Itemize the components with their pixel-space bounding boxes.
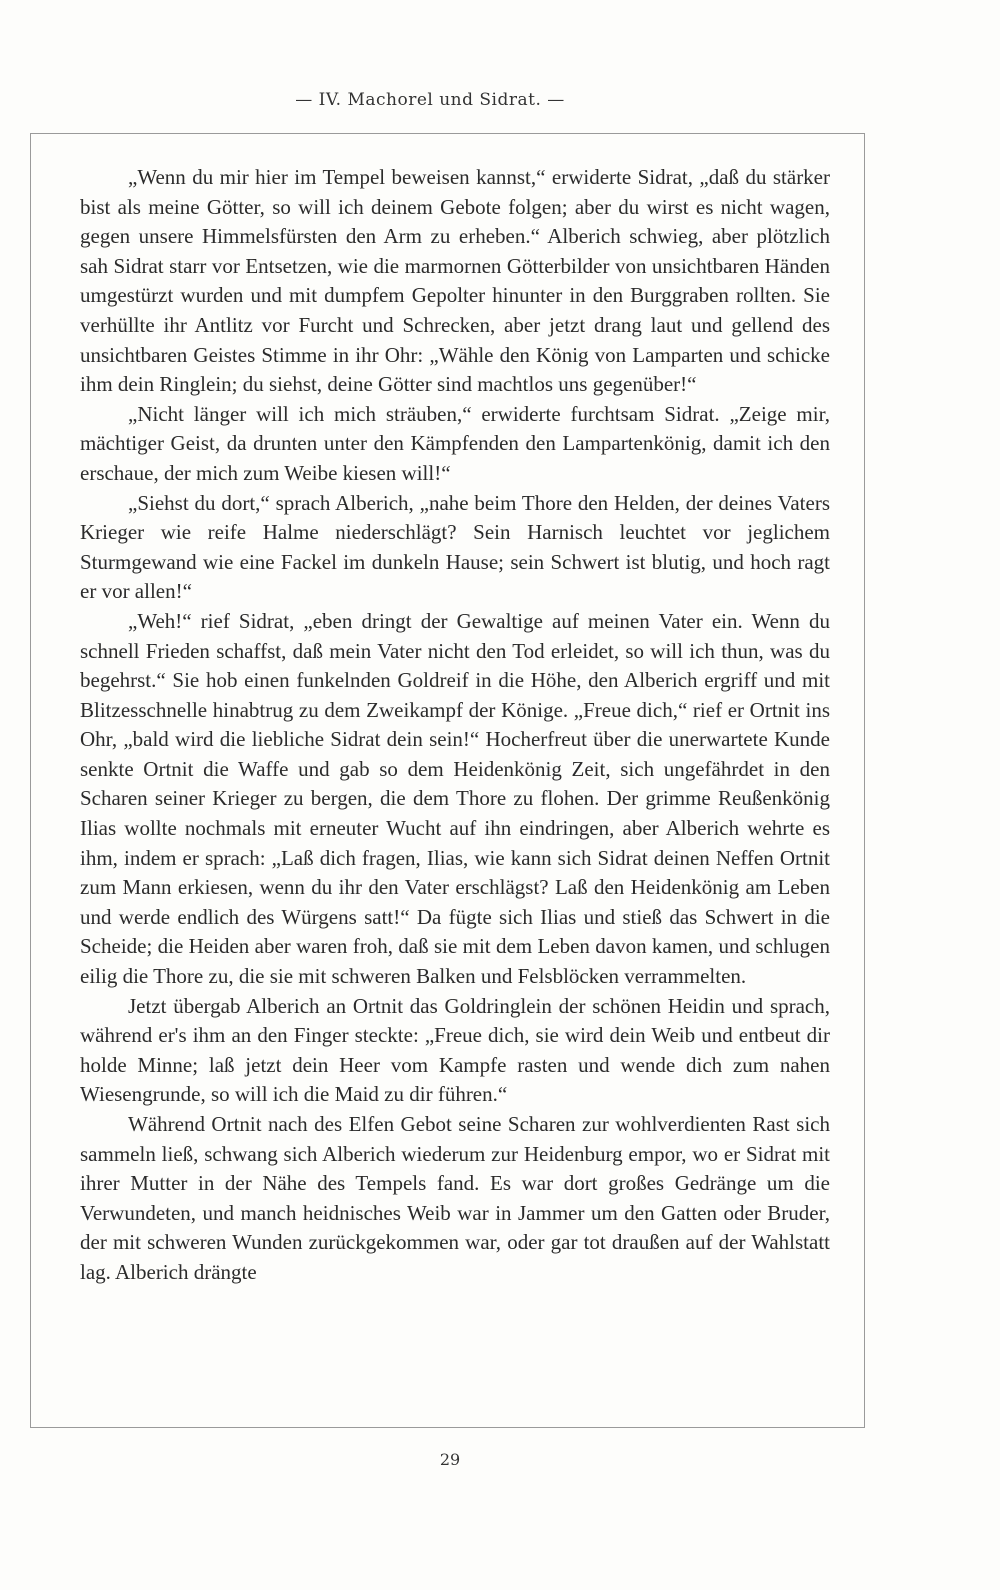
paragraph: „Siehst du dort,“ sprach Alberich, „nahe beim Thore den Helden, der deines Vaters Krieger wie reife Halme niederschlägt? Sein Harnisch leuchtet vor jeglichem Sturmgewand wie eine Fackel im dunkeln Hause; sein Schwert ist blutig, und hoch ragt er vor allen!“ (80, 490, 830, 604)
running-head: — IV. Machorel und Sidrat. — (295, 90, 565, 110)
paragraph: „Wenn du mir hier im Tempel beweisen kannst,“ erwiderte Sidrat, „daß du stärker bist als meine Götter, so will ich deinem Gebote folgen; aber du wirst es nicht wagen, gegen unsere Himmelsfürsten den Arm zu erheben.“ Alberich schwieg, aber plötzlich sah Sidrat starr vor Entsetzen, wie die marmornen Götterbilder von unsichtbaren Händen umgestürzt wurden und mit dumpfem Gepolter hinunter in den Burggraben rollten. Sie verhüllte ihr Antlitz vor Furcht und Schrecken, aber jetzt drang laut und gellend des unsichtbaren Geistes Stimme in ihr Ohr: „Wähle den König von Lamparten und schicke ihm dein Ringlein; du siehst, deine Götter sind machtlos uns gegenüber!“ (80, 165, 830, 397)
paragraph: Jetzt übergab Alberich an Ortnit das Goldringlein der schönen Heidin und sprach, während er's ihm an den Finger steckte: „Freue dich, sie wird dein Weib und entbeut dir holde Minne; laß jetzt dein Heer vom Kampfe rasten und wende dich zum nahen Wiesengrunde, so will ich die Maid zu dir führen.“ (80, 993, 830, 1107)
page-number: 29 (439, 1450, 461, 1469)
paragraph: „Nicht länger will ich mich sträuben,“ erwiderte furchtsam Sidrat. „Zeige mir, mächtiger Geist, da drunten unter den Kämpfenden den Lampartenkönig, damit ich den erschaue, der mich zum Weibe kiesen will!“ (80, 401, 830, 485)
paragraph: Während Ortnit nach des Elfen Gebot seine Scharen zur wohlverdienten Rast sich sammeln ließ, schwang sich Alberich wiederum zur Heidenburg empor, wo er Sidrat mit ihrer Mutter in der Nähe des Tempels fand. Es war dort großes Gedränge um die Verwundeten, und manch heidnisches Weib war in Jammer um den Gatten oder Bruder, der mit schweren Wunden zurückgekommen war, oder gar tot draußen auf der Wahlstatt lag. Alberich drängte (80, 1112, 830, 1284)
paragraph: „Weh!“ rief Sidrat, „eben dringt der Gewaltige auf meinen Vater ein. Wenn du schnell Frieden schaffst, daß mein Vater nicht den Tod erleidet, so will ich thun, was du begehrst.“ Sie hob einen funkelnden Goldreif in die Höhe, den Alberich ergriff und mit Blitzesschnelle hinabtrug zu dem Zweikampf der Könige. „Freue dich,“ rief er Ortnit ins Ohr, „bald wird die liebliche Sidrat dein sein!“ Hocherfreut über die unerwartete Kunde senkte Ortnit die Waffe und gab so dem Heidenkönig Zeit, sich ungefährdet in den Scharen seiner Krieger zu bergen, die dem Thore zu flohen. Der grimme Reußenkönig Ilias wollte nochmals mit erneuter Wucht auf ihn eindringen, aber Alberich wehrte es ihm, indem er sprach: „Laß dich fragen, Ilias, wie kann sich Sidrat deinen Neffen Ortnit zum Mann erkiesen, wenn du ihr den Vater erschlägst? Laß den Heidenkönig am Leben und werde endlich des Würgens satt!“ Da fügte sich Ilias und stieß das Schwert in die Scheide; die Heiden aber waren froh, daß sie mit dem Leben davon kamen, und schlugen eilig die Thore zu, die sie mit schweren Balken und Felsblöcken verrammelten. (80, 608, 830, 989)
body-text (80, 163, 830, 1288)
